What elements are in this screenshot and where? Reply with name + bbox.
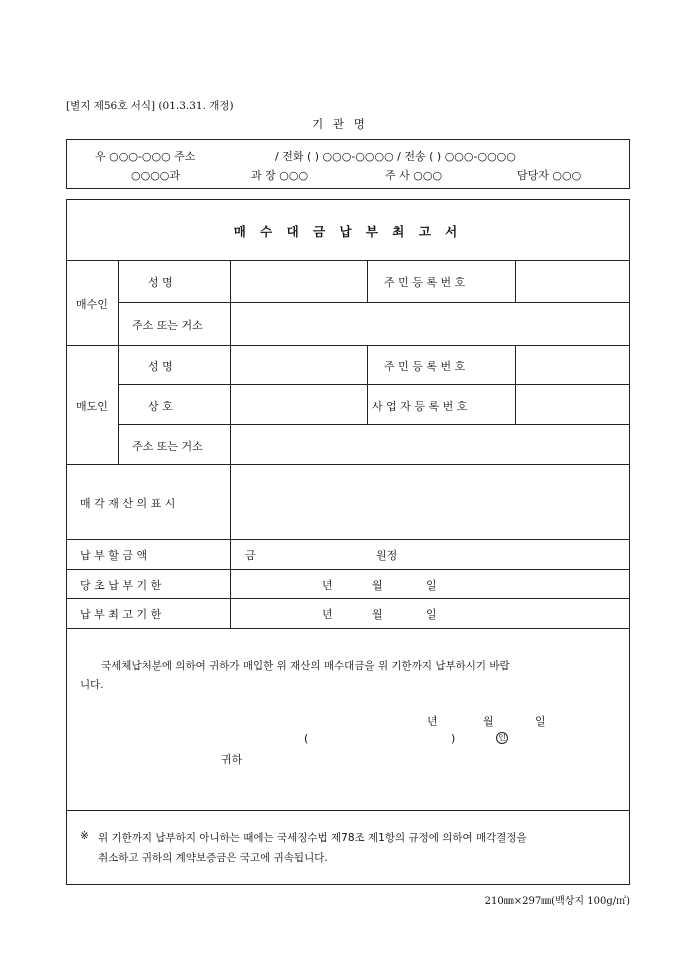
amount-prefix: 금	[245, 549, 256, 562]
seller-address-field[interactable]	[231, 425, 629, 464]
initial-deadline-year: 년	[322, 579, 333, 592]
notice-body-line2: 니다.	[80, 679, 104, 691]
notice-form	[66, 199, 630, 885]
buyer-group-label: 매수인	[76, 298, 108, 311]
seller-id-label: 주 민 등 록 번 호	[384, 360, 466, 373]
amount-label: 납 부 할 금 액	[80, 549, 148, 562]
notice-body-line1: 국세체납처분에 의하여 귀하가 매입한 위 재산의 매수대금을 위 기한까지 납부하시기 바랍	[101, 660, 510, 672]
seller-name-field[interactable]	[231, 346, 366, 384]
amount-field[interactable]	[262, 541, 372, 567]
seller-biz-number-label: 사 업 자 등 록 번 호	[372, 400, 468, 413]
agency-section-chief: 과 장 ○○○	[251, 169, 309, 182]
buyer-id-label: 주 민 등 록 번 호	[384, 276, 466, 289]
agency-address: 우 ○○○-○○○ 주소	[95, 150, 196, 163]
seller-trade-field[interactable]	[231, 385, 366, 424]
agency-phone-fax: / 전화 ( ) ○○○-○○○○ / 전송 ( ) ○○○-○○○○	[275, 150, 516, 163]
rule-seller-id-label-left	[367, 345, 368, 424]
seller-id-field[interactable]	[516, 346, 629, 384]
rule-final-bottom	[67, 628, 629, 629]
seller-address-label: 주소 또는 거소	[132, 440, 203, 453]
signer-paren-close: )	[451, 732, 456, 745]
initial-deadline-label: 당 초 납 부 기 한	[80, 579, 162, 592]
signer-name-field[interactable]	[313, 730, 445, 746]
notice-date-month: 월	[483, 715, 494, 728]
buyer-address-label: 주소 또는 거소	[132, 319, 203, 332]
property-label: 매 각 재 산 의 표 시	[80, 497, 176, 510]
seller-group-label: 매도인	[76, 400, 108, 413]
agency-info-box	[66, 139, 630, 189]
buyer-id-field[interactable]	[516, 261, 629, 302]
warning-mark: ※	[80, 830, 89, 842]
initial-deadline-day: 일	[426, 579, 437, 592]
rule-group-col	[118, 260, 119, 464]
final-deadline-label: 납 부 최 고 기 한	[80, 608, 162, 621]
seal-icon: 인	[496, 732, 508, 744]
warning-line1: 위 기한까지 납부하지 아니하는 때에는 국세징수법 제78조 제1항의 규정에 의하여 매각결정을	[98, 832, 527, 844]
seller-trade-label: 상 호	[148, 400, 173, 413]
agency-officer: 주 사 ○○○	[385, 169, 443, 182]
property-field[interactable]	[231, 465, 629, 539]
amount-suffix: 원정	[376, 549, 398, 562]
buyer-name-label: 성 명	[148, 276, 173, 289]
final-deadline-year: 년	[322, 608, 333, 621]
buyer-address-field[interactable]	[231, 303, 629, 345]
agency-person-in-charge: 담당자 ○○○	[517, 169, 582, 182]
notice-date-year: 년	[427, 715, 438, 728]
form-title: 매 수 대 금 납 부 최 고 서	[233, 224, 463, 239]
agency-department: ○○○○과	[131, 169, 181, 182]
paper-size-note: 210㎜×297㎜(백상지 100g/㎡)	[484, 896, 630, 907]
seller-name-label: 성 명	[148, 360, 173, 373]
form-number-note: [별지 제56호 서식] (01.3.31. 개정)	[66, 100, 234, 112]
initial-deadline-field[interactable]	[231, 570, 629, 598]
seller-biz-number-field[interactable]	[516, 385, 629, 424]
initial-deadline-month: 월	[372, 579, 383, 592]
signer-paren-open: (	[304, 732, 309, 745]
final-deadline-field[interactable]	[231, 599, 629, 628]
agency-name: 기 관 명	[312, 117, 368, 131]
recipient-honorific: 귀하	[221, 753, 243, 766]
warning-line2: 취소하고 귀하의 계약보증금은 국고에 귀속됩니다.	[98, 852, 328, 864]
buyer-name-field[interactable]	[231, 261, 366, 302]
notice-date-day: 일	[535, 715, 546, 728]
final-deadline-day: 일	[426, 608, 437, 621]
rule-buyer-id-label-left	[367, 260, 368, 302]
rule-property-bottom	[67, 539, 629, 540]
final-deadline-month: 월	[372, 608, 383, 621]
rule-body-bottom	[67, 810, 629, 811]
